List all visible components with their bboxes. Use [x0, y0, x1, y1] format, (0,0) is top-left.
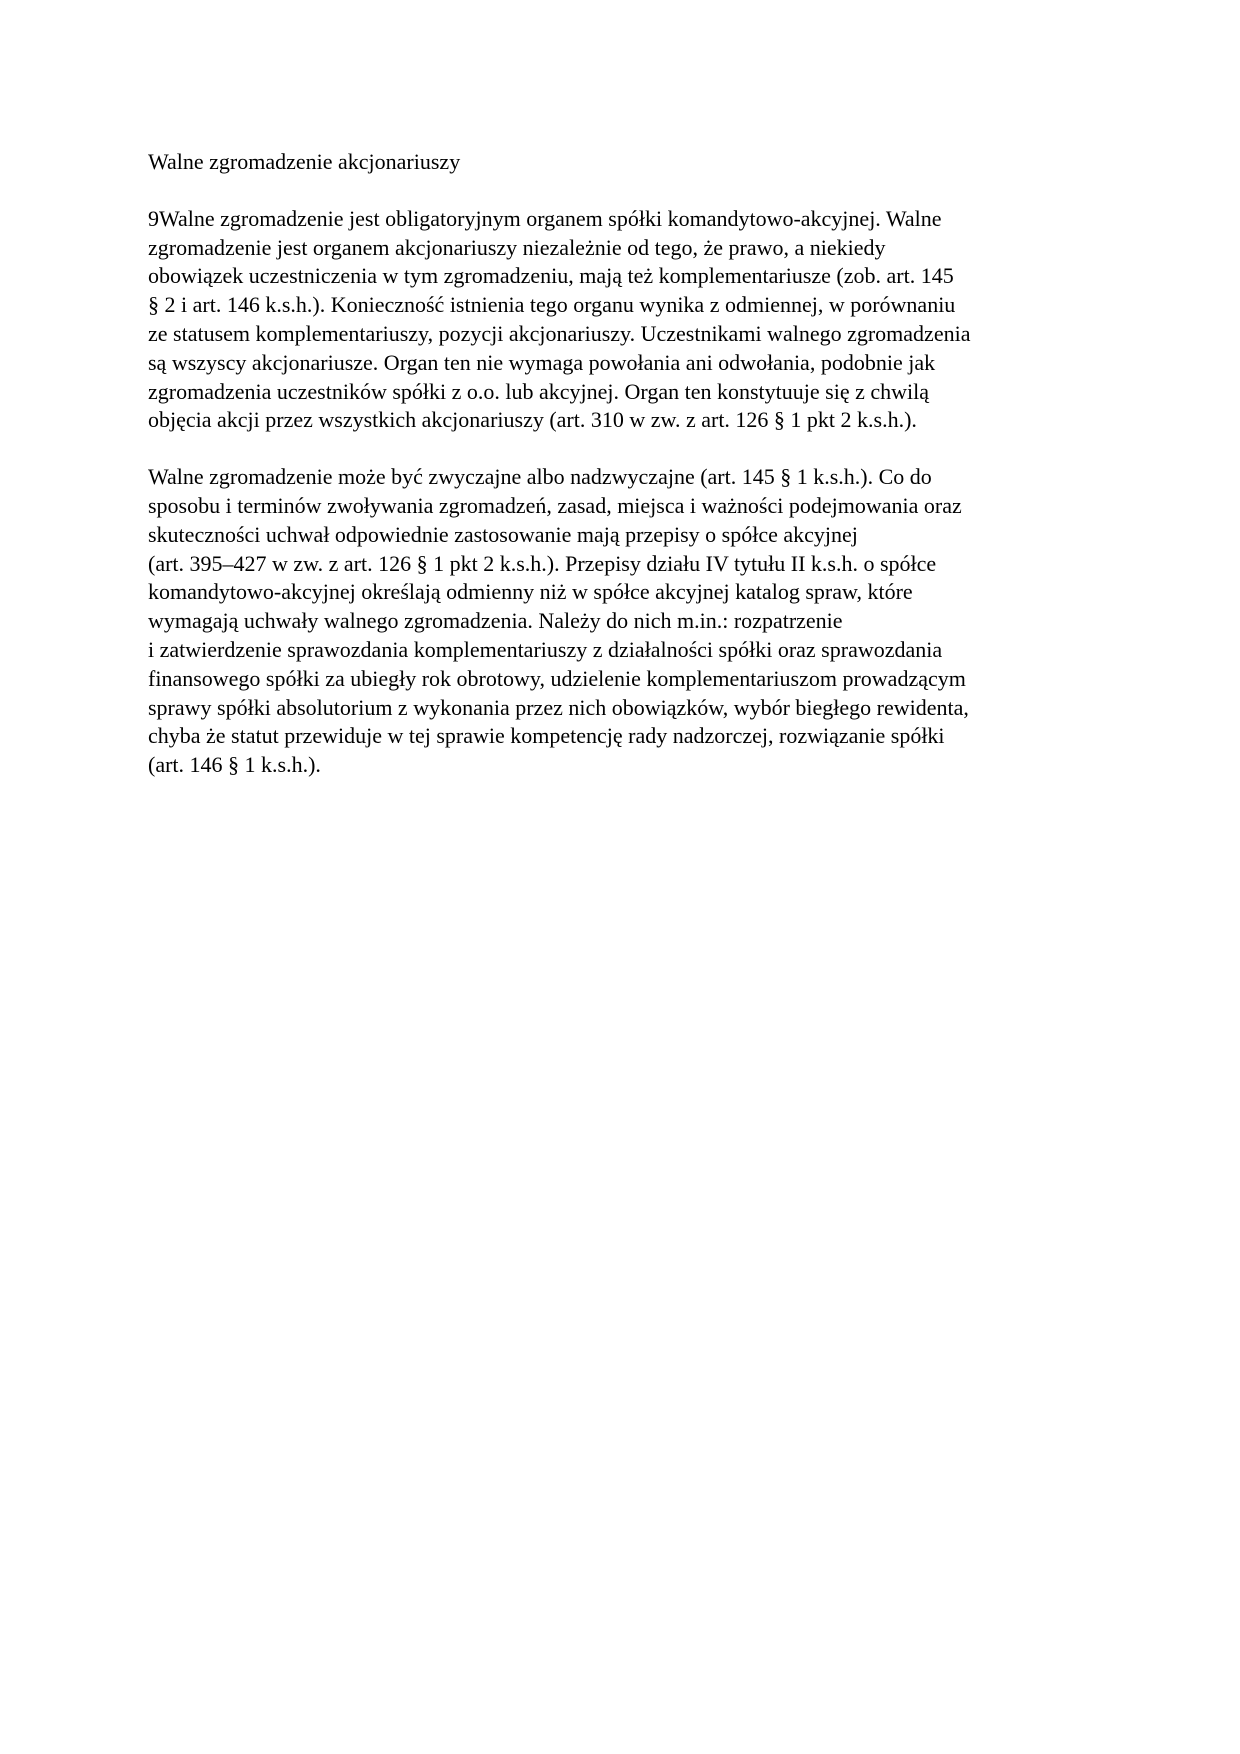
- paragraph-line: zgromadzenie jest organem akcjonariuszy niezależnie od tego, że prawo, a niekiedy: [148, 234, 886, 260]
- paragraph-line: Walne zgromadzenie może być zwyczajne albo nadzwyczajne (art. 145 § 1 k.s.h.). Co do: [148, 464, 932, 490]
- paragraph-line: § 2 i art. 146 k.s.h.). Konieczność istnienia tego organu wynika z odmiennej, w porównaniu: [148, 292, 956, 318]
- paragraph-line: 9Walne zgromadzenie jest obligatoryjnym organem spółki komandytowo-akcyjnej. Walne: [148, 205, 942, 231]
- paragraph-line: (art. 395–427 w zw. z art. 126 § 1 pkt 2 k.s.h.). Przepisy działu IV tytułu II k.s.h. o spółce: [148, 550, 937, 576]
- paragraph-line: skuteczności uchwał odpowiednie zastosowanie mają przepisy o spółce akcyjnej: [148, 521, 858, 547]
- document-title: Walne zgromadzenie akcjonariuszy: [148, 149, 461, 174]
- paragraph-line: obowiązek uczestniczenia w tym zgromadzeniu, mają też komplementariusze (zob. art. 145: [148, 263, 954, 289]
- paragraph-line: komandytowo-akcyjnej określają odmienny niż w spółce akcyjnej katalog spraw, które: [148, 579, 913, 605]
- paragraph-1: [148, 205, 1108, 435]
- paragraph-line: (art. 146 § 1 k.s.h.).: [148, 752, 321, 778]
- paragraph-line: sprawy spółki absolutorium z wykonania przez nich obowiązków, wybór biegłego rewidenta,: [148, 694, 969, 720]
- paragraph-line: i zatwierdzenie sprawozdania komplementariuszy z działalności spółki oraz sprawozdania: [148, 636, 943, 662]
- document-body: [148, 148, 1108, 808]
- paragraph-line: sposobu i terminów zwoływania zgromadzeń, zasad, miejsca i ważności podejmowania oraz: [148, 492, 962, 518]
- paragraph-line: objęcia akcji przez wszystkich akcjonariuszy (art. 310 w zw. z art. 126 § 1 pkt 2 k.s.h.).: [148, 407, 917, 433]
- paragraph-line: są wszyscy akcjonariusze. Organ ten nie wymaga powołania ani odwołania, podobnie jak: [148, 349, 936, 375]
- paragraph-line: zgromadzenia uczestników spółki z o.o. lub akcyjnej. Organ ten konstytuuje się z chwilą: [148, 378, 929, 404]
- paragraph-line: finansowego spółki za ubiegły rok obrotowy, udzielenie komplementariuszom prowadzącym: [148, 665, 966, 691]
- paragraph-line: chyba że statut przewiduje w tej sprawie kompetencję rady nadzorczej, rozwiązanie spółki: [148, 723, 945, 749]
- paragraph-2: [148, 463, 1108, 780]
- paragraph-line: wymagają uchwały walnego zgromadzenia. Należy do nich m.in.: rozpatrzenie: [148, 608, 843, 634]
- paragraph-line: ze statusem komplementariuszy, pozycji akcjonariuszy. Uczestnikami walnego zgromadzenia: [148, 320, 971, 346]
